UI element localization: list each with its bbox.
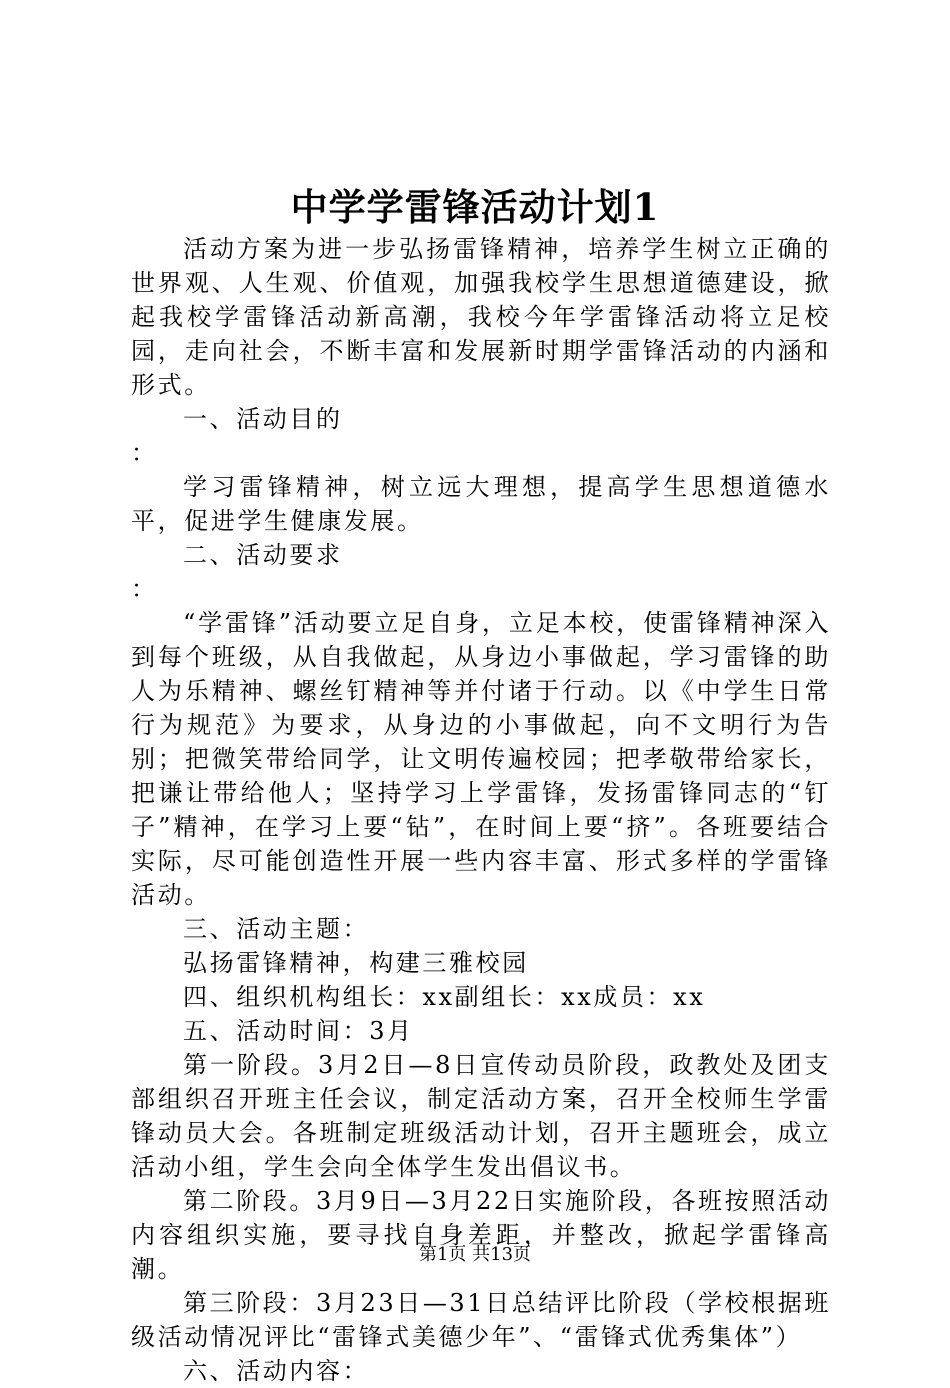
colon-line: ： — [131, 439, 158, 467]
heading-activity-content: 六、活动内容： — [183, 1357, 370, 1385]
paragraph-phase-three: 第三阶段：3月23日—31日总结评比阶段（学校根据班级活动情况评比“雷锋式美德少年”、“雷锋式优秀集体”） — [131, 1289, 831, 1351]
document-body — [131, 232, 831, 1388]
paragraph-goal: 学习雷锋精神，树立远大理想，提高学生思想道德水平，促进学生健康发展。 — [131, 473, 831, 535]
heading-activity-requirements: 二、活动要求 — [183, 541, 343, 569]
paragraph-requirements: “学雷锋”活动要立足自身，立足本校，使雷锋精神深入到每个班级，从自我做起，从身边小事做起，学习雷锋的助人为乐精神、螺丝钉精神等并付诸于行动。以《中学生日常行为规范》为要求，从身边的小事做起，向不文明行为告别；把微笑带给同学，让文明传遍校园；把孝敬带给家长，把谦让带给他人；坚持学习上学雷锋，发扬雷锋同志的“钉子”精神，在学习上要“钻”，在时间上要“挤”。各班要结合实际，尽可能创造性开展一些内容丰富、形式多样的学雷锋活动。 — [131, 609, 831, 909]
paragraph-theme: 弘扬雷锋精神，构建三雅校园 — [183, 949, 529, 977]
paragraph-phase-two: 第二阶段。3月9日—3月22日实施阶段，各班按照活动内容组织实施，要寻找自身差距，并整改，掀起学雷锋高潮。 — [131, 1187, 831, 1283]
heading-activity-time: 五、活动时间：3月 — [183, 1017, 414, 1045]
paragraph-phase-one: 第一阶段。3月2日—8日宣传动员阶段，政教处及团支部组织召开班主任会议，制定活动方案，召开全校师生学雷锋动员大会。各班制定班级活动计划，召开主题班会，成立活动小组，学生会向全体学生发出倡议书。 — [131, 1051, 831, 1181]
heading-activity-goal: 一、活动目的 — [183, 405, 343, 433]
paragraph-intro: 活动方案为进一步弘扬雷锋精神，培养学生树立正确的世界观、人生观、价值观，加强我校学生思想道德建设，掀起我校学雷锋活动新高潮，我校今年学雷锋活动将立足校园，走向社会，不断丰富和发展新时期学雷锋活动的内涵和形式。 — [131, 235, 831, 399]
document-title: 中学学雷锋活动计划1 — [290, 185, 660, 229]
page-footer: 第1页 共13页 — [418, 1244, 532, 1265]
heading-activity-theme: 三、活动主题： — [183, 915, 370, 943]
colon-line: ： — [131, 575, 158, 603]
paragraph-organization: 四、组织机构组长：xx副组长：xx成员：xx — [183, 983, 706, 1011]
